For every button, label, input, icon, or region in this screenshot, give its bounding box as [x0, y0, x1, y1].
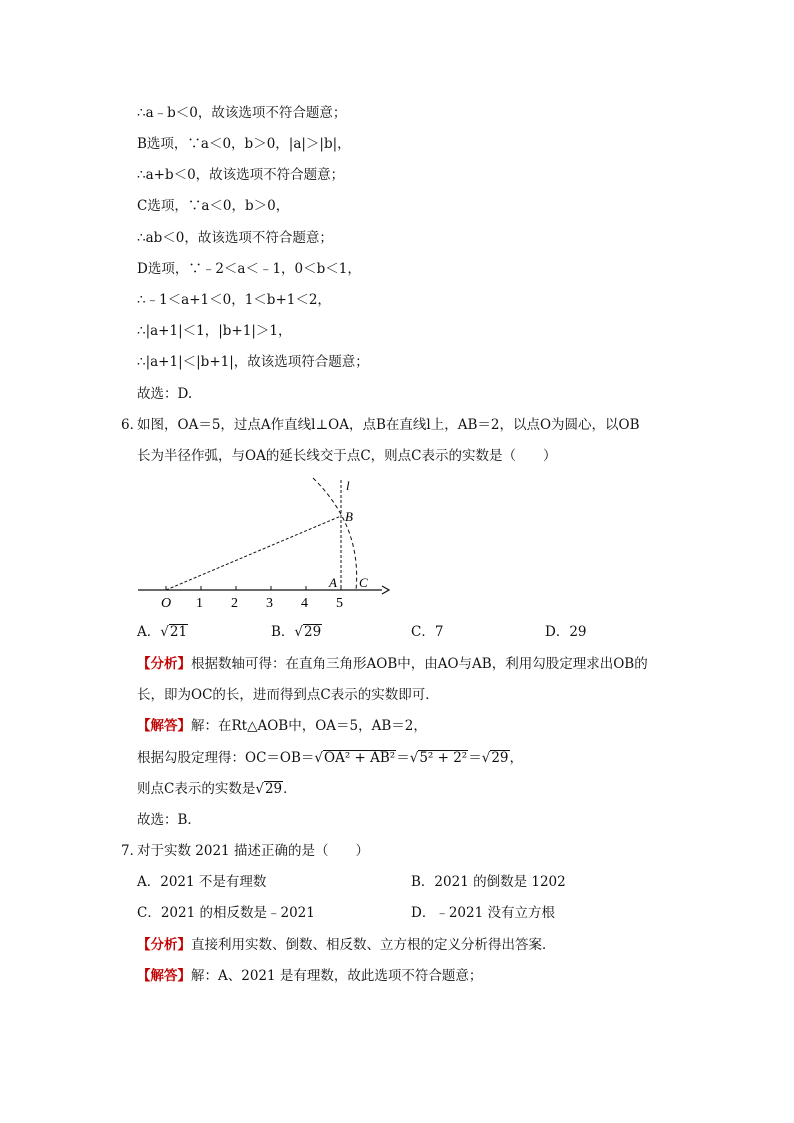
option-b: B．2021 的倒数是 1202 [411, 874, 566, 890]
answer-result: 则点C表示的实数是√29． [137, 781, 297, 797]
solution-line: C选项，∵a＜0，b＞0， [137, 198, 290, 214]
label-b: B [345, 509, 353, 524]
axis-arrow [382, 586, 389, 594]
question-text: 对于实数 2021 描述正确的是（ ） [137, 843, 369, 859]
option-c: C．2021 的相反数是﹣2021 [137, 905, 315, 921]
answer-formula: 根据勾股定理得：OC＝OB＝√OA² + AB²＝√5² + 2²＝√29， [137, 750, 524, 766]
answer: 【解答】解：在Rt△AOB中，OA＝5，AB＝2， [137, 718, 427, 734]
analysis: 【分析】直接利用实数、倒数、相反数、立方根的定义分析得出答案． [137, 937, 556, 953]
analysis-cont: 长，即为OC的长，进而得到点C表示的实数即可． [137, 687, 439, 703]
solution-line: ∴|a+1|＜|b+1|，故该选项符合题意； [137, 354, 369, 370]
label-a: A [329, 575, 337, 590]
solution-line: ∴|a+1|＜1，|b+1|＞1， [137, 323, 292, 339]
segment-ob [166, 516, 341, 590]
question-text: 长为半径作弧，与OA的延长线交于点C，则点C表示的实数是（ ） [137, 448, 557, 464]
option-a: A．√21 [137, 624, 188, 640]
question-number: 6． [121, 417, 144, 433]
option-b: B．√29 [271, 624, 322, 640]
solution-line: ∴﹣1＜a+1＜0，1＜b+1＜2， [137, 292, 331, 308]
answer-choice: 故选：B． [137, 812, 201, 828]
analysis: 【分析】根据数轴可得：在直角三角形AOB中，由AO与AB，利用勾股定理求出OB的 [137, 656, 648, 672]
option-d: D．﹣2021 没有立方根 [411, 905, 555, 921]
answer-tag: 【解答】 [137, 718, 191, 734]
number-line-figure [130, 476, 395, 611]
tick-label: 4 [301, 596, 308, 611]
label-l: l [346, 478, 350, 493]
option-c: C．7 [411, 624, 444, 640]
solution-line: D选项，∵﹣2＜a＜﹣1，0＜b＜1， [137, 261, 361, 277]
option-d: D．29 [545, 624, 587, 640]
label-c: C [359, 575, 368, 590]
tick-label: 1 [196, 596, 203, 611]
solution-line: ∴a﹣b＜0，故该选项不符合题意； [137, 105, 347, 121]
answer-tag: 【解答】 [137, 968, 191, 984]
question-number: 7． [121, 843, 144, 859]
label-o: O [161, 596, 172, 611]
solution-line: B选项，∵a＜0，b＞0，|a|＞|b|， [137, 136, 351, 152]
solution-line: 故选：D. [137, 386, 193, 402]
answer: 【解答】解：A、2021 是有理数，故此选项不符合题意； [137, 968, 483, 984]
tick-label: 3 [266, 596, 273, 611]
question-text: 如图，OA＝5，过点A作直线l⊥OA，点B在直线l上，AB＝2，以点O为圆心，以OB [137, 417, 640, 433]
arc [313, 478, 357, 590]
tick-label: 2 [231, 596, 238, 611]
solution-line: ∴a+b＜0，故该选项不符合题意； [137, 167, 345, 183]
tick-label: 5 [336, 596, 343, 611]
analysis-tag: 【分析】 [137, 656, 191, 672]
solution-line: ∴ab＜0，故该选项不符合题意； [137, 230, 333, 246]
analysis-tag: 【分析】 [137, 937, 191, 953]
option-a: A．2021 不是有理数 [137, 874, 267, 890]
